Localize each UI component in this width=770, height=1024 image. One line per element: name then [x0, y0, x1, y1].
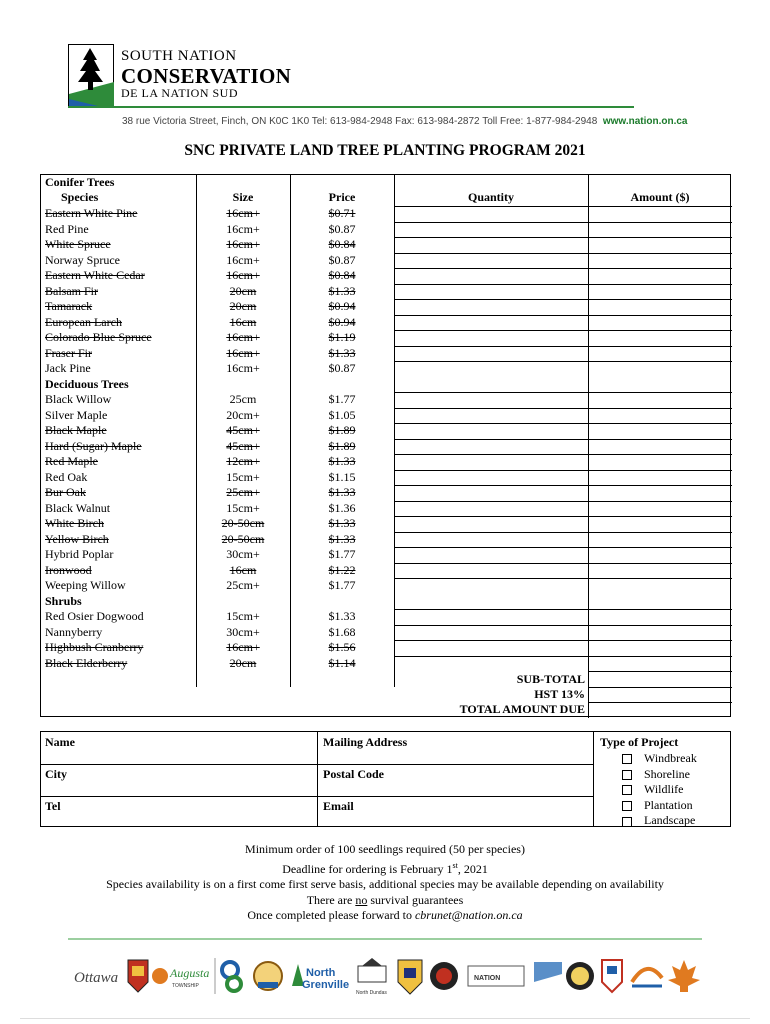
- project-type-label: Shoreline: [644, 766, 690, 781]
- row-name: Tamarack: [45, 299, 93, 313]
- footer-line3: Species availability is on a first come first serve basis, additional species may be available depending on availability: [106, 877, 664, 891]
- county-seal-logo: [254, 962, 282, 990]
- checkbox-icon[interactable]: [622, 801, 632, 811]
- row-price: $0.71: [328, 206, 356, 220]
- col-size: Size: [232, 190, 254, 204]
- row-size: 15cm+: [226, 609, 260, 623]
- footer-line1: Minimum order of 100 seedlings required (50 per species): [245, 842, 525, 856]
- row-size: 16cm+: [226, 252, 260, 267]
- row-name: Jack Pine: [45, 361, 91, 375]
- row-name: Silver Maple: [45, 407, 108, 422]
- row-size: 20cm: [229, 299, 257, 313]
- quantity-field[interactable]: [394, 299, 588, 315]
- amount-field[interactable]: [588, 454, 732, 470]
- name-field[interactable]: Name: [45, 735, 75, 749]
- quantity-field[interactable]: [394, 485, 588, 501]
- row-name: Highbush Cranberry: [45, 640, 144, 654]
- footer-divider: [68, 938, 702, 940]
- coat-of-arms-logo: [602, 960, 622, 992]
- quantity-field[interactable]: [394, 330, 588, 346]
- row-size: 20-50cm: [221, 531, 265, 546]
- project-type-option[interactable]: [622, 782, 697, 798]
- row-name: Hybrid Poplar: [45, 547, 114, 561]
- row-name: Black Maple: [45, 423, 107, 437]
- tel-field[interactable]: Tel: [45, 799, 61, 813]
- postal-code-field[interactable]: Postal Code: [323, 767, 384, 781]
- hst-amount-field[interactable]: [588, 687, 732, 702]
- subtotal-label: SUB-TOTAL: [516, 672, 585, 686]
- mailing-address-field[interactable]: Mailing Address: [323, 735, 408, 749]
- row-price: $1.33: [328, 609, 356, 623]
- checkbox-icon[interactable]: [622, 754, 632, 764]
- project-type-option[interactable]: [622, 751, 697, 767]
- row-price: $0.87: [328, 252, 356, 267]
- row-price: $1.05: [328, 407, 356, 422]
- quantity-field[interactable]: [394, 284, 588, 300]
- quantity-field[interactable]: [394, 315, 588, 331]
- row-name: White Spruce: [45, 237, 111, 251]
- row-name: Hard (Sugar) Maple: [45, 438, 142, 453]
- amount-field[interactable]: [588, 609, 732, 625]
- contact-divider: [593, 732, 594, 826]
- amount-field[interactable]: [588, 439, 732, 455]
- round-badge-logo: [430, 962, 458, 990]
- row-price: $1.36: [328, 500, 356, 515]
- row-name: European Larch: [45, 314, 122, 329]
- quantity-field[interactable]: [394, 253, 588, 269]
- row-size: 20-50cm: [221, 516, 265, 530]
- project-type-label: Windbreak: [644, 751, 697, 765]
- row-name: Black Willow: [45, 392, 112, 406]
- quantity-field[interactable]: [394, 237, 588, 253]
- quantity-field[interactable]: [394, 470, 588, 486]
- row-price: $0.87: [328, 361, 356, 375]
- contact-email-link[interactable]: cbrunet@nation.on.ca: [414, 908, 523, 922]
- total-label: TOTAL AMOUNT DUE: [459, 702, 585, 716]
- hst-label: HST 13%: [534, 687, 585, 701]
- crest-logo: [128, 960, 148, 992]
- row-size: 15cm+: [226, 500, 260, 515]
- amount-field[interactable]: [588, 547, 732, 563]
- amount-field[interactable]: [588, 516, 732, 532]
- row-name: Colorado Blue Spruce: [45, 330, 152, 344]
- row-size: 30cm+: [226, 624, 260, 639]
- row-price: $1.68: [328, 624, 356, 639]
- order-table: [40, 174, 731, 717]
- row-name: Black Walnut: [45, 500, 111, 515]
- field-logo: [534, 962, 562, 990]
- row-price: $1.14: [328, 655, 356, 670]
- row-size: 16cm: [229, 314, 257, 329]
- amount-field[interactable]: [588, 423, 732, 439]
- quantity-field[interactable]: [394, 563, 588, 579]
- row-size: 15cm+: [226, 469, 260, 484]
- amount-field[interactable]: [588, 284, 732, 300]
- header-divider: [68, 106, 634, 108]
- row-name: Red Osier Dogwood: [45, 609, 144, 623]
- north-grenville-logo: [292, 964, 349, 991]
- project-type-heading: Type of Project: [600, 735, 679, 749]
- checkbox-icon[interactable]: [622, 785, 632, 795]
- contact-address: [122, 116, 688, 127]
- project-type-label: Wildlife: [644, 782, 684, 797]
- row-name: Balsam Fir: [45, 283, 98, 298]
- contact-table: [40, 731, 731, 827]
- row-size: 25cm+: [226, 578, 260, 592]
- row-price: $1.15: [328, 469, 356, 484]
- email-field[interactable]: Email: [323, 799, 354, 813]
- project-type-option[interactable]: [622, 813, 697, 829]
- row-size: 12cm+: [226, 454, 260, 468]
- row-name: Nannyberry: [45, 624, 103, 639]
- guarantee-no: no: [355, 892, 368, 907]
- footer-line5: [0, 908, 770, 924]
- amount-field[interactable]: [588, 408, 732, 424]
- shrubs-heading: Shrubs: [45, 593, 82, 608]
- north-grenville-text1: North: [306, 967, 336, 979]
- col-quantity: Quantity: [467, 190, 514, 204]
- amount-field[interactable]: [588, 578, 732, 594]
- row-size: 25cm+: [226, 485, 260, 499]
- row-price: $1.33: [328, 454, 356, 468]
- row-price: $1.33: [328, 516, 356, 530]
- project-type-option[interactable]: [622, 798, 697, 814]
- nation-logo-text: NATION: [474, 975, 501, 982]
- north-grenville-text2: Grenville: [302, 979, 350, 991]
- row-name: Red Oak: [45, 469, 88, 484]
- row-price: $1.56: [328, 640, 356, 654]
- row-price: $1.77: [328, 578, 356, 592]
- augusta-logo-sub: TOWNSHIP: [172, 983, 199, 989]
- row-price: $0.94: [328, 299, 356, 313]
- deciduous-heading: Deciduous Trees: [45, 376, 129, 391]
- row-size: 16cm+: [226, 268, 260, 282]
- page-bottom-rule: [20, 1018, 750, 1019]
- amount-field[interactable]: [588, 346, 732, 362]
- row-name: White Birch: [45, 516, 104, 530]
- row-price: $0.84: [328, 237, 356, 251]
- amount-field[interactable]: [588, 563, 732, 579]
- row-size: 16cm: [229, 562, 257, 577]
- row-price: $1.19: [328, 330, 356, 344]
- row-size: 45cm+: [226, 423, 260, 437]
- col-price: Price: [328, 190, 356, 204]
- row-size: 20cm: [229, 655, 257, 670]
- row-size: 25cm: [229, 392, 257, 406]
- page-title: SNC PRIVATE LAND TREE PLANTING PROGRAM 2021: [184, 142, 586, 159]
- guarantee-pre: There are: [306, 892, 356, 907]
- amount-field[interactable]: [588, 253, 732, 269]
- row-size: 16cm+: [226, 221, 260, 236]
- project-type-label: Plantation: [644, 797, 693, 812]
- quantity-field[interactable]: [394, 640, 588, 656]
- forward-text: Once completed please forward to: [247, 908, 415, 922]
- row-price: $1.33: [328, 345, 356, 360]
- row-name: Norway Spruce: [45, 252, 120, 267]
- row-name: Eastern White Cedar: [45, 268, 145, 282]
- col-amount: Amount ($): [630, 190, 690, 204]
- org-name-line3: DE LA NATION SUD: [121, 86, 238, 100]
- row-size: 30cm+: [226, 547, 260, 561]
- website-link[interactable]: www.nation.on.ca: [602, 116, 688, 127]
- guarantee-post: survival guarantees: [367, 892, 464, 907]
- nation-municipality-logo: [468, 966, 524, 986]
- org-name-line2: CONSERVATION: [121, 64, 292, 88]
- deadline-sup: st: [452, 860, 458, 870]
- footer-notes: [0, 842, 770, 924]
- subtotal-amount-field[interactable]: [588, 671, 732, 686]
- amount-field[interactable]: [588, 237, 732, 253]
- row-price: $0.87: [328, 221, 356, 236]
- row-price: $1.77: [328, 547, 356, 561]
- quantity-field[interactable]: [394, 501, 588, 517]
- row-size: 16cm+: [226, 345, 260, 360]
- contact-divider: [317, 732, 318, 826]
- augusta-logo: [152, 966, 209, 989]
- row-name: Red Maple: [45, 454, 98, 468]
- row-size: 16cm+: [226, 640, 260, 654]
- quantity-field[interactable]: [394, 268, 588, 284]
- contact-row-divider: [41, 764, 593, 765]
- amount-field[interactable]: [588, 361, 732, 377]
- checkbox-icon[interactable]: [622, 770, 632, 780]
- amount-field[interactable]: [588, 299, 732, 315]
- row-name: Bur Oak: [45, 485, 86, 499]
- row-name: Weeping Willow: [45, 578, 126, 592]
- quantity-field[interactable]: [394, 532, 588, 548]
- row-size: 16cm+: [226, 237, 260, 251]
- row-price: $0.84: [328, 268, 356, 282]
- amount-field[interactable]: [588, 392, 732, 408]
- row-price: $1.89: [328, 438, 356, 453]
- row-size: 16cm+: [226, 330, 260, 344]
- quantity-field[interactable]: [394, 346, 588, 362]
- row-price: $1.89: [328, 423, 356, 437]
- checkbox-icon[interactable]: [622, 817, 632, 827]
- deadline-text: Deadline for ordering is February 1: [282, 861, 453, 876]
- row-price: $1.33: [328, 531, 356, 546]
- quantity-field[interactable]: [394, 222, 588, 238]
- contact-row-divider: [41, 796, 593, 797]
- clarence-rockland-logo: [632, 969, 662, 986]
- quantity-field[interactable]: [394, 206, 588, 222]
- row-name: Eastern White Pine: [45, 206, 138, 220]
- quantity-field[interactable]: [394, 439, 588, 455]
- amount-field[interactable]: [588, 222, 732, 238]
- amount-field[interactable]: [588, 315, 732, 331]
- north-dundas-logo: [356, 958, 387, 996]
- ottawa-logo: [74, 970, 118, 986]
- north-dundas-text: North Dundas: [356, 990, 387, 996]
- row-price: $1.33: [328, 485, 356, 499]
- row-size: 45cm+: [226, 438, 260, 453]
- row-price: $1.33: [328, 283, 356, 298]
- quantity-field[interactable]: [394, 625, 588, 641]
- partner-logos: [72, 952, 712, 1000]
- org-name-line1: SOUTH NATION: [121, 48, 237, 64]
- amount-field[interactable]: [588, 206, 732, 222]
- amount-field[interactable]: [588, 330, 732, 346]
- project-type-list: [622, 751, 697, 829]
- township-seal-logo: [566, 962, 594, 990]
- amount-field[interactable]: [588, 532, 732, 548]
- amount-field[interactable]: [588, 268, 732, 284]
- quantity-field[interactable]: [394, 392, 588, 408]
- footer-line4: [0, 893, 770, 909]
- amount-field[interactable]: [588, 625, 732, 641]
- qp-logo: [222, 962, 241, 991]
- deadline-year: , 2021: [457, 861, 488, 876]
- quantity-field[interactable]: [394, 609, 588, 625]
- project-type-option[interactable]: [622, 767, 697, 783]
- amount-field[interactable]: [588, 485, 732, 501]
- row-name: Red Pine: [45, 221, 89, 236]
- col-species: Species: [61, 190, 99, 204]
- quantity-field[interactable]: [394, 656, 588, 672]
- row-size: 20cm+: [226, 407, 260, 422]
- maple-leaf-logo: [668, 960, 700, 992]
- snc-logo: [68, 44, 114, 106]
- quantity-field[interactable]: [394, 408, 588, 424]
- total-amount-field[interactable]: [588, 702, 732, 717]
- city-field[interactable]: City: [45, 767, 67, 781]
- augusta-logo-text: Augusta: [170, 966, 210, 980]
- amount-field[interactable]: [588, 656, 732, 672]
- quantity-field[interactable]: [394, 516, 588, 532]
- project-type-label: Landscape: [644, 813, 696, 828]
- amount-field[interactable]: [588, 470, 732, 486]
- address-text: 38 rue Victoria Street, Finch, ON K0C 1K0 Tel: 613-984-2948 Fax: 613-984-2872 Toll Free: 1-877-984-2948: [122, 116, 598, 127]
- row-size: 16cm+: [226, 361, 260, 375]
- row-size: 20cm: [229, 283, 257, 298]
- quantity-field[interactable]: [394, 423, 588, 439]
- quantity-field[interactable]: [394, 454, 588, 470]
- conifer-heading: Conifer Trees: [45, 175, 115, 189]
- quantity-field[interactable]: [394, 547, 588, 563]
- row-price: $1.77: [328, 392, 356, 406]
- row-price: $0.94: [328, 314, 356, 329]
- footer-line2: [0, 858, 770, 878]
- ottawa-logo-text: Ottawa: [74, 970, 119, 986]
- row-name: Ironwood: [45, 562, 92, 577]
- row-price: $1.22: [328, 562, 356, 577]
- quantity-field[interactable]: [394, 578, 588, 594]
- shield-logo: [398, 960, 422, 994]
- quantity-field[interactable]: [394, 361, 588, 377]
- row-name: Yellow Birch: [45, 531, 109, 546]
- row-name: Black Elderberry: [45, 655, 128, 670]
- row-name: Fraser Fir: [45, 345, 92, 360]
- amount-field[interactable]: [588, 640, 732, 656]
- row-size: 16cm+: [226, 206, 260, 220]
- amount-field[interactable]: [588, 501, 732, 517]
